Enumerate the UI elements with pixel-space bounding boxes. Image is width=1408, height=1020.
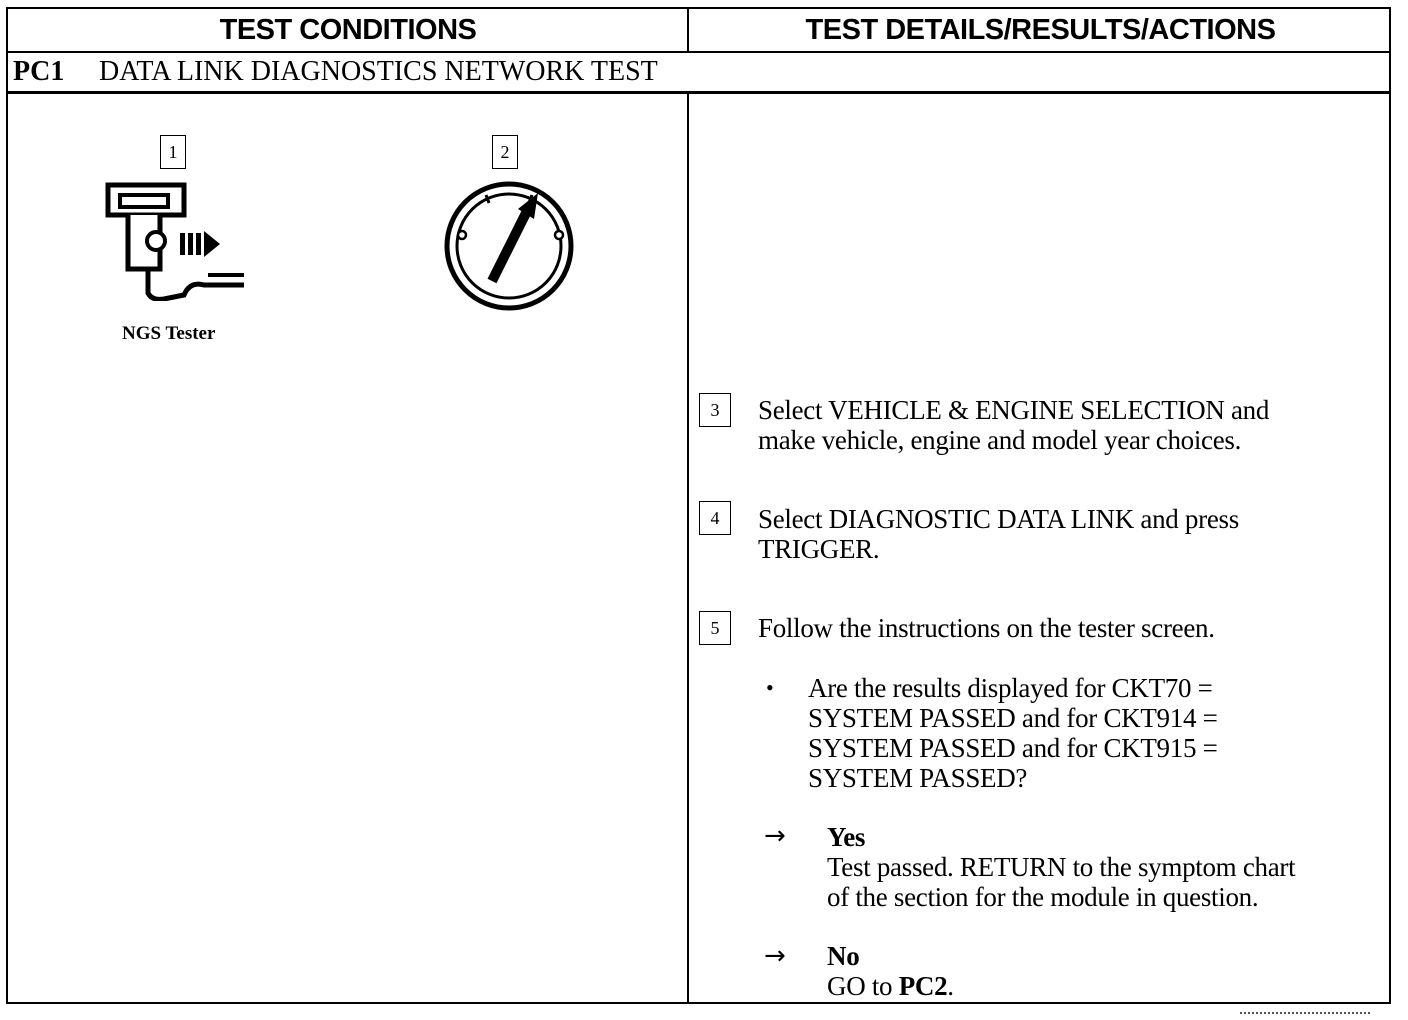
no-action: [827, 971, 954, 1001]
header-test-conditions: TEST CONDITIONS: [219, 13, 477, 46]
step-3-box: 3: [699, 393, 731, 427]
question-line-2: SYSTEM PASSED and for CKT914 =: [808, 703, 1218, 733]
header-test-details: TEST DETAILS/RESULTS/ACTIONS: [805, 13, 1276, 46]
test-sheet: [6, 7, 1391, 1004]
title-rule: [8, 91, 1389, 94]
test-title-row: [8, 53, 1389, 91]
column-divider: [687, 93, 689, 1002]
step-4-line-1: Select DIAGNOSTIC DATA LINK and press: [758, 504, 1239, 534]
step-1-box: 1: [160, 135, 186, 169]
step-4-line-2: TRIGGER.: [758, 534, 880, 564]
no-action-prefix: GO to: [827, 971, 899, 1001]
question-bullet: •: [766, 675, 774, 700]
ngs-tester-label: NGS Tester: [122, 323, 216, 344]
step-3-line-1: Select VEHICLE & ENGINE SELECTION and: [758, 395, 1270, 425]
no-arrow-icon: →: [764, 941, 786, 971]
no-action-target[interactable]: PC2: [898, 971, 948, 1001]
step-5-box: 5: [699, 611, 731, 645]
yes-label: Yes: [827, 822, 866, 852]
yes-arrow-icon: →: [764, 821, 786, 851]
test-code: PC1: [13, 56, 65, 87]
step-2-box: 2: [492, 135, 518, 169]
step-3-line-2: make vehicle, engine and model year choices.: [758, 425, 1242, 455]
question-line-4: SYSTEM PASSED?: [808, 763, 1028, 793]
test-title: DATA LINK DIAGNOSTICS NETWORK TEST: [99, 56, 658, 87]
step-4-box: 4: [699, 501, 731, 535]
no-action-suffix: .: [947, 971, 954, 1001]
ngs-tester-icon: [104, 181, 244, 301]
question-line-1: Are the results displayed for CKT70 =: [808, 673, 1213, 703]
yes-line-2: of the section for the module in question.: [827, 882, 1259, 912]
step-5-text: Follow the instructions on the tester screen.: [758, 613, 1215, 643]
ignition-key-on-icon: [442, 179, 576, 313]
continued-mark: [1240, 1012, 1370, 1017]
question-line-3: SYSTEM PASSED and for CKT915 =: [808, 733, 1218, 763]
no-label: No: [827, 941, 860, 971]
yes-line-1: Test passed. RETURN to the symptom chart: [827, 852, 1296, 882]
header-divider: [687, 9, 689, 51]
